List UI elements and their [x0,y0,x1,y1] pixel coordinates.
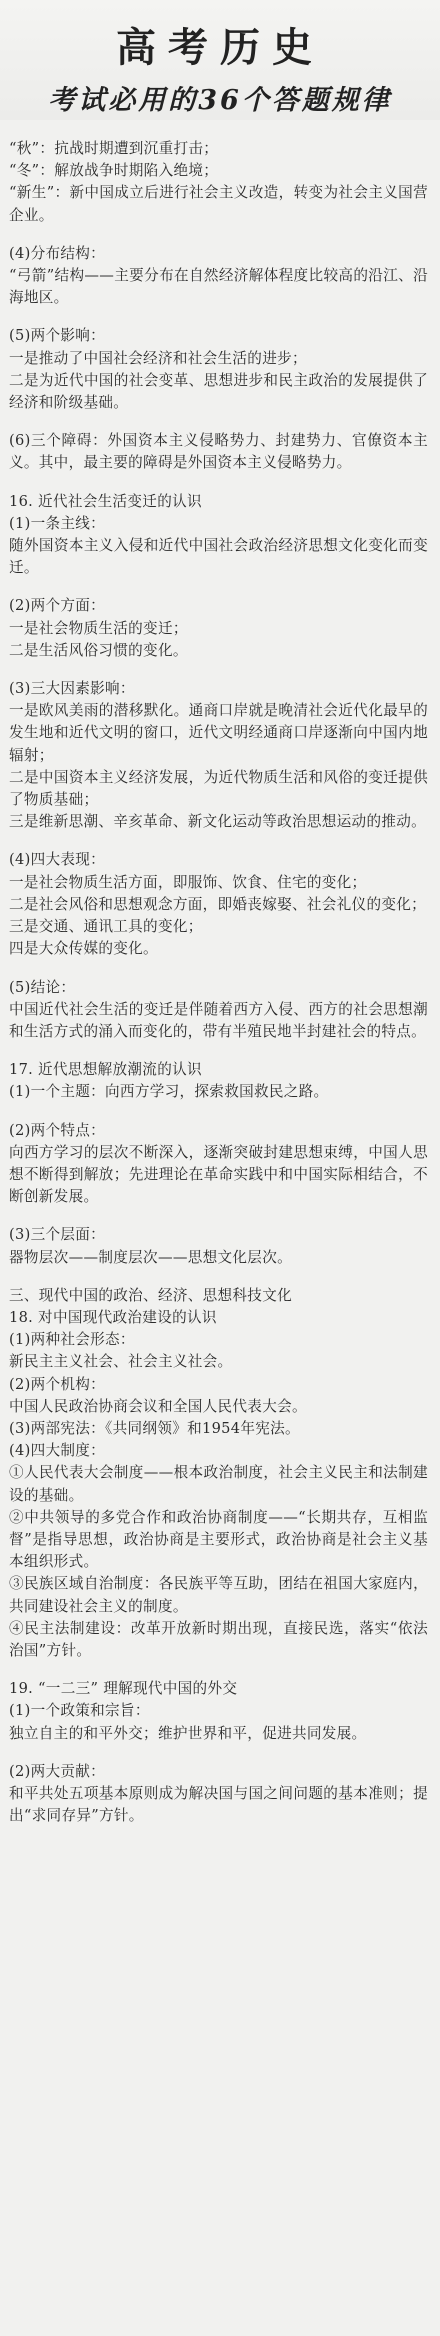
text-line: (5)结论： [9,978,76,996]
text-section [9,1059,428,1103]
text-section [9,678,428,833]
text-line: ②中共领导的多党合作和政治协商制度——“长期共存，互相监督”是指导思想，政治协商是主要形式，政治协商是社会主义基本组织形式。 [9,1508,428,1571]
text-line: “新生”：新中国成立后进行社会主义改造，转变为社会主义国营企业。 [9,184,428,224]
text-section [9,491,428,580]
text-line: “秋”：抗战时期遭到沉重打击； [9,140,219,157]
page-header [0,0,440,120]
text-line: (3)两部宪法：《共同纲领》和1954年宪法。 [9,1419,300,1437]
text-line: (2)两个机构： [9,1375,106,1393]
text-line: (4)四大表现： [9,851,106,869]
text-line: 四是大众传媒的变化。 [9,940,158,958]
text-line: 向西方学习的层次不断深入，逐渐突破封建思想束缚，中国人思想不断得到解放；先进理论在革命实践中和中国实际相结合，不断创新发展。 [9,1143,428,1206]
text-section [9,1285,428,1662]
text-line: 18. 对中国现代政治建设的认识 [9,1308,217,1326]
text-line: 一是社会物质生活方面，即服饰、饮食、住宅的变化； [9,873,367,891]
text-line: (4)四大制度： [9,1442,106,1460]
text-line: 19. “一二三” 理解现代中国的外交 [9,1680,238,1698]
text-line: (2)两个方面： [9,597,106,615]
text-section [9,1678,428,1745]
text-line: 二是中国资本主义经济发展，为近代物质生活和风俗的变迁提供了物质基础； [9,768,428,809]
text-section [9,430,428,474]
text-line: 一是推动了中国社会经济和社会生活的进步； [9,349,307,367]
text-line: 和平共处五项基本原则成为解决国与国之间问题的基本准则；提出“求同存异”方针。 [9,1785,428,1825]
text-section [9,243,428,310]
text-line: (3)三个层面： [9,1226,106,1244]
text-line: 中国近代社会生活的变迁是伴随着西方入侵、西方的社会思想潮和生活方式的涌入而变化的，带有半殖民地半封建社会的特点。 [9,1000,428,1040]
text-line: 二是生活风俗习惯的变化。 [9,641,188,659]
text-section [9,138,428,227]
text-line: 中国人民政治协商会议和全国人民代表大会。 [9,1397,307,1415]
text-line: “冬”：解放战争时期陷入绝境； [9,162,219,180]
page-subtitle: 考试必用的36个答题规律 [48,85,392,116]
text-line: 器物层次——制度层次——思想文化层次。 [9,1248,292,1266]
text-line: 一是欧风美雨的潜移默化。通商口岸就是晚清社会近代化最早的发生地和近代文明的窗口，近代文明经通商口岸逐渐向中国内地辐射； [9,702,428,764]
article-body [9,138,428,1843]
text-line: (1)一个政策和宗旨： [9,1702,150,1720]
text-line: (1)一条主线： [9,514,106,532]
text-line: (6)三个障碍：外国资本主义侵略势力、封建势力、官僚资本主义。其中，最主要的障碍是外国资本主义侵略势力。 [9,432,428,472]
text-line: (2)两个特点： [9,1121,106,1139]
text-line: 17. 近代思想解放潮流的认识 [9,1061,202,1079]
text-line: (2)两大贡献： [9,1762,106,1780]
text-line: 一是社会物质生活的变迁； [9,619,188,637]
page-title: 高考历史 [116,25,324,71]
text-line: 新民主主义社会、社会主义社会。 [9,1353,233,1371]
text-section [9,1761,428,1828]
text-section [9,849,428,960]
text-section [9,325,428,414]
text-section [9,595,428,662]
text-line: (1)一个主题：向西方学习，探索救国救民之路。 [9,1083,329,1101]
text-line: 三、现代中国的政治、经济、思想科技文化 [9,1286,292,1304]
text-line: 16. 近代社会生活变迁的认识 [9,492,202,510]
text-line: 独立自主的和平外交；维护世界和平，促进共同发展。 [9,1724,367,1742]
text-line: ①人民代表大会制度——根本政治制度，社会主义民主和法制建设的基础。 [9,1464,428,1504]
text-line: (4)分布结构： [9,244,106,262]
text-line: 三是交通、通讯工具的变化； [9,918,203,936]
text-line: (5)两个影响： [9,327,106,345]
text-line: ③民族区域自治制度：各民族平等互助，团结在祖国大家庭内，共同建设社会主义的制度。 [9,1575,428,1615]
text-section [9,1120,428,1209]
text-line: 随外国资本主义入侵和近代中国社会政治经济思想文化变化而变迁。 [9,537,428,577]
text-section [9,977,428,1044]
text-line: “弓箭”结构——主要分布在自然经济解体程度比较高的沿江、沿海地区。 [9,267,428,307]
text-line: ④民主法制建设：改革开放新时期出现，直接民选，落实“依法治国”方针。 [9,1619,428,1659]
text-line: 二是社会风俗和思想观念方面，即婚丧嫁娶、社会礼仪的变化； [9,895,427,913]
text-line: (1)两种社会形态： [9,1331,135,1349]
text-line: (3)三大因素影响： [9,680,135,698]
text-line: 二是为近代中国的社会变革、思想进步和民主政治的发展提供了经济和阶级基础。 [9,371,428,412]
text-section [9,1224,428,1268]
text-line: 三是维新思潮、辛亥革命、新文化运动等政治思想运动的推动。 [9,813,427,831]
